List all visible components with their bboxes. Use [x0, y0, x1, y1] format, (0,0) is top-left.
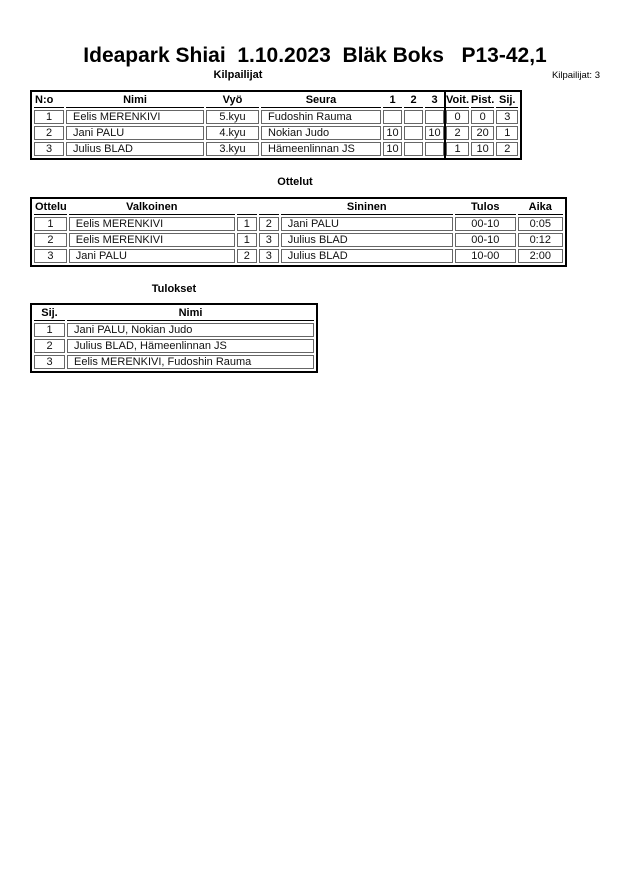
cell-round2: [404, 142, 423, 156]
cell-blue-no: 3: [259, 233, 279, 247]
cell-round2: [404, 110, 423, 124]
cell-match-no: 1: [34, 217, 67, 231]
cell-round3: 10: [425, 126, 444, 140]
cell-time: 0:12: [518, 233, 563, 247]
cell-name: Eelis MERENKIVI, Fudoshin Rauma: [67, 355, 314, 369]
cell-place: 3: [34, 355, 65, 369]
cell-white-no: 2: [237, 249, 257, 263]
cell-result: 00-10: [455, 217, 516, 231]
cell-match-no: 3: [34, 249, 67, 263]
col-header-wins: Voit.: [446, 94, 470, 106]
col-header-name: Nimi: [66, 94, 204, 108]
page-title: Ideapark Shiai 1.10.2023 Bläk Boks P13-42,1: [83, 44, 547, 67]
cell-white-no: 1: [237, 217, 257, 231]
cell-club: Hämeenlinnan JS: [261, 142, 381, 156]
col-header-white: Valkoinen: [69, 201, 235, 215]
col-header-time: Aika: [518, 201, 563, 215]
cell-white-no: 1: [237, 233, 257, 247]
cell-round1: [383, 110, 402, 124]
cell-blue-name: Julius BLAD: [281, 233, 453, 247]
results-table: [30, 303, 318, 373]
cell-name: Eelis MERENKIVI: [66, 110, 204, 124]
cell-club: Fudoshin Rauma: [261, 110, 381, 124]
col-header-club: Seura: [261, 94, 381, 108]
col-header-round1: 1: [383, 94, 402, 108]
col-header-name: Nimi: [67, 307, 314, 321]
cell-wins: 1: [446, 142, 469, 156]
cell-round1: 10: [383, 142, 402, 156]
cell-place: 2: [496, 142, 518, 156]
col-header-match: Ottelu: [35, 201, 67, 213]
cell-round2: [404, 126, 423, 140]
cell-belt: 4.kyu: [206, 126, 259, 140]
cell-blue-no: 3: [259, 249, 279, 263]
matches-section-title: Ottelut: [277, 176, 313, 188]
col-header-result: Tulos: [455, 201, 516, 215]
cell-round3: [425, 110, 444, 124]
result-row: [34, 355, 314, 369]
cell-round1: 10: [383, 126, 402, 140]
result-row: [34, 323, 314, 337]
cell-blue-name: Julius BLAD: [281, 249, 453, 263]
col-header-round3: 3: [425, 94, 444, 108]
cell-points: 0: [471, 110, 494, 124]
col-header-blue: Sininen: [281, 201, 453, 215]
cell-no: 1: [34, 110, 64, 124]
cell-name: Jani PALU, Nokian Judo: [67, 323, 314, 337]
cell-place: 1: [496, 126, 518, 140]
cell-name: Julius BLAD, Hämeenlinnan JS: [67, 339, 314, 353]
results-section-title: Tulokset: [151, 283, 197, 295]
cell-belt: 5.kyu: [206, 110, 259, 124]
cell-white-name: Eelis MERENKIVI: [69, 217, 235, 231]
cell-wins: 2: [446, 126, 469, 140]
cell-name: Julius BLAD: [66, 142, 204, 156]
match-row: [34, 217, 563, 231]
cell-no: 2: [34, 126, 64, 140]
cell-points: 20: [471, 126, 494, 140]
cell-no: 3: [34, 142, 64, 156]
cell-match-no: 2: [34, 233, 67, 247]
cell-name: Jani PALU: [66, 126, 204, 140]
matches-header-row: [34, 201, 563, 215]
competitors-table: [30, 90, 522, 160]
match-row: [34, 233, 563, 247]
col-header-white-no: [237, 201, 257, 215]
cell-place: 1: [34, 323, 65, 337]
score-section-divider: [444, 90, 446, 160]
col-header-no: N:o: [34, 94, 64, 108]
col-header-blue-no: [259, 201, 279, 215]
col-header-round2: 2: [404, 94, 423, 108]
cell-place: 3: [496, 110, 518, 124]
col-header-place: Sij.: [34, 307, 65, 321]
competitors-section-title: Kilpailijat: [213, 69, 263, 81]
cell-blue-name: Jani PALU: [281, 217, 453, 231]
col-header-belt: Vyö: [206, 94, 259, 108]
cell-round3: [425, 142, 444, 156]
cell-time: 2:00: [518, 249, 563, 263]
cell-white-name: Jani PALU: [69, 249, 235, 263]
match-row: [34, 249, 563, 263]
cell-white-name: Eelis MERENKIVI: [69, 233, 235, 247]
results-header-row: [34, 307, 314, 321]
cell-place: 2: [34, 339, 65, 353]
col-header-place: Sij.: [496, 94, 518, 108]
competitors-grid: [30, 90, 522, 160]
cell-result: 00-10: [455, 233, 516, 247]
cell-wins: 0: [446, 110, 469, 124]
competitors-count: Kilpailijat: 3: [551, 70, 600, 81]
cell-time: 0:05: [518, 217, 563, 231]
cell-result: 10-00: [455, 249, 516, 263]
result-row: [34, 339, 314, 353]
matches-table: [30, 197, 567, 267]
cell-points: 10: [471, 142, 494, 156]
matches-grid: [30, 197, 567, 267]
results-grid: [30, 303, 318, 373]
cell-club: Nokian Judo: [261, 126, 381, 140]
cell-blue-no: 2: [259, 217, 279, 231]
col-header-points: Pist.: [471, 94, 495, 106]
cell-belt: 3.kyu: [206, 142, 259, 156]
